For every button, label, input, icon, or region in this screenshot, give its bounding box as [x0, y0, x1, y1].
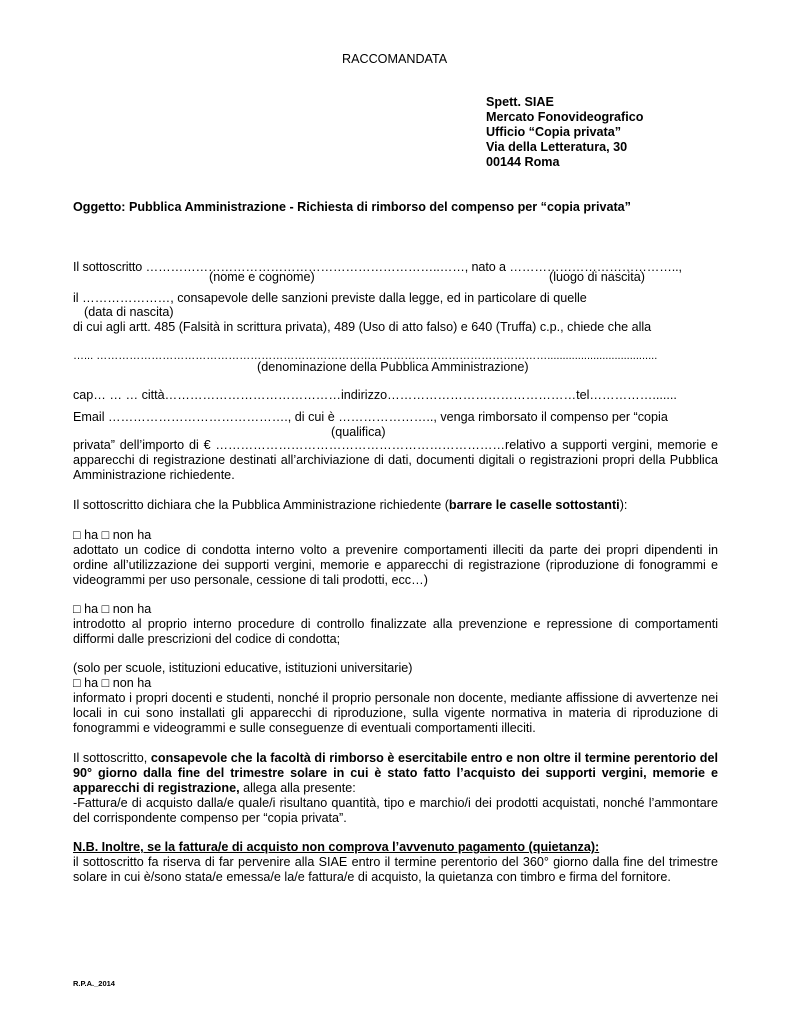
rimborso-text-end: allega alla presente:	[239, 781, 356, 795]
recipient-line: Mercato Fonovideografico	[486, 110, 644, 124]
caption-qualifica: (qualifica)	[331, 425, 386, 439]
field-cap-citta: cap… … … città……………………………………indirizzo………………………………………tel…………….......	[73, 388, 677, 402]
rimborso-text: Il sottoscritto,	[73, 751, 151, 765]
checkbox-row-3[interactable]: □ ha □ non ha	[73, 676, 152, 690]
fattura-paragraph: -Fattura/e di acquisto dalla/e quale/i risultano quantità, tipo e marchio/i dei prodotti acquistati, nonché l’ammontare del corrispondente compenso per “copia privata”.	[73, 796, 718, 825]
recipient-address	[486, 95, 643, 170]
recipient-line: Spett. SIAE	[486, 95, 554, 109]
caption-nome: (nome e cognome)	[209, 270, 315, 284]
recipient-line: 00144 Roma	[486, 155, 560, 169]
footer-code: R.P.A._2014	[73, 979, 115, 988]
intro-bold: barrare le caselle sottostanti	[448, 498, 620, 512]
field-data-nascita: il …………………, consapevole delle sanzioni previste dalla legge, ed in particolare di quelle	[73, 291, 587, 305]
document-heading: RACCOMANDATA	[342, 52, 448, 66]
intro-text: Il sottoscritto dichiara che la Pubblica Amministrazione richiedente (	[73, 498, 449, 512]
nb-title: N.B. Inoltre, se la fattura/e di acquisto non comprova l’avvenuto pagamento (quietanza):	[73, 840, 600, 854]
declaration-para-2: introdotto al proprio interno procedure di controllo finalizzate alla prevenzione e repressione di comportamenti difformi dalle prescrizioni del codice di condotta;	[73, 617, 718, 646]
checkbox-row-1[interactable]: □ ha □ non ha	[73, 528, 152, 542]
field-email: Email ……………………………………., di cui è ………………….., venga rimborsato il compenso per “copia	[73, 410, 668, 424]
recipient-line: Ufficio “Copia privata”	[486, 125, 622, 139]
checkbox-row-2[interactable]: □ ha □ non ha	[73, 602, 152, 616]
field-denominazione: …... ……………………………………………………………………………………………………………....................................	[73, 350, 658, 362]
rimborso-bold: consapevole che la facoltà di rimborso è esercitabile entro e non oltre il termine perentorio del 90° giorno dalla fine del trimestre solare in cui è stato fatto l’acquisto dei supporti vergini, memorie e apparecchi di registrazione,	[73, 751, 718, 795]
nb-paragraph: il sottoscritto fa riserva di far pervenire alla SIAE entro il termine perentorio del 360° giorno dalla fine del trimestre solare in cui è/sono stata/e emessa/e la/e fattura/e di acquisto, la quietanza con timbro e firma del fornitore.	[73, 855, 718, 884]
declaration-intro	[73, 498, 627, 512]
importo-paragraph: privata” dell’importo di € ……………………………………………………………relativo a supporti vergini, memorie e apparecchi di registrazione destinati all’archiviazione di dati, documenti digitali o registrazioni propri della Pubblica Amministrazione richiedente.	[73, 438, 718, 482]
intro-text-end: ):	[619, 498, 628, 512]
declaration-note-3: (solo per scuole, istituzioni educative, istituzioni universitarie)	[73, 661, 413, 675]
recipient-line: Via della Letteratura, 30	[486, 140, 628, 154]
subject-line: Oggetto: Pubblica Amministrazione - Richiesta di rimborso del compenso per “copia privata”	[73, 200, 631, 214]
caption-luogo: (luogo di nascita)	[549, 270, 645, 284]
artt-line: di cui agli artt. 485 (Falsità in scrittura privata), 489 (Uso di atto falso) e 640 (Truffa) c.p., chiede che alla	[73, 320, 652, 334]
rimborso-paragraph	[73, 751, 718, 796]
field-sottoscritto: Il sottoscritto ……………………………………………………………..……, nato a …………………………………..,	[73, 260, 682, 274]
caption-data: (data di nascita)	[84, 305, 174, 319]
caption-denominazione: (denominazione della Pubblica Amministrazione)	[257, 360, 529, 374]
declaration-para-3: informato i propri docenti e studenti, nonché il proprio personale non docente, mediante affissione di avvertenze nei locali in cui sono installati gli apparecchi di riproduzione, sulla vigente normativa in materia di riproduzione di fonogrammi e videogrammi e sulle conseguenze di eventuali comportamenti illeciti.	[73, 691, 718, 735]
declaration-para-1: adottato un codice di condotta interno volto a prevenire comportamenti illeciti da parte dei propri dipendenti in ordine all’utilizzazione dei supporti vergini, memorie e apparecchi di registrazione (riproduzione di fonogrammi e videogrammi per uso personale, cessione di tali prodotti, ecc…)	[73, 543, 718, 587]
